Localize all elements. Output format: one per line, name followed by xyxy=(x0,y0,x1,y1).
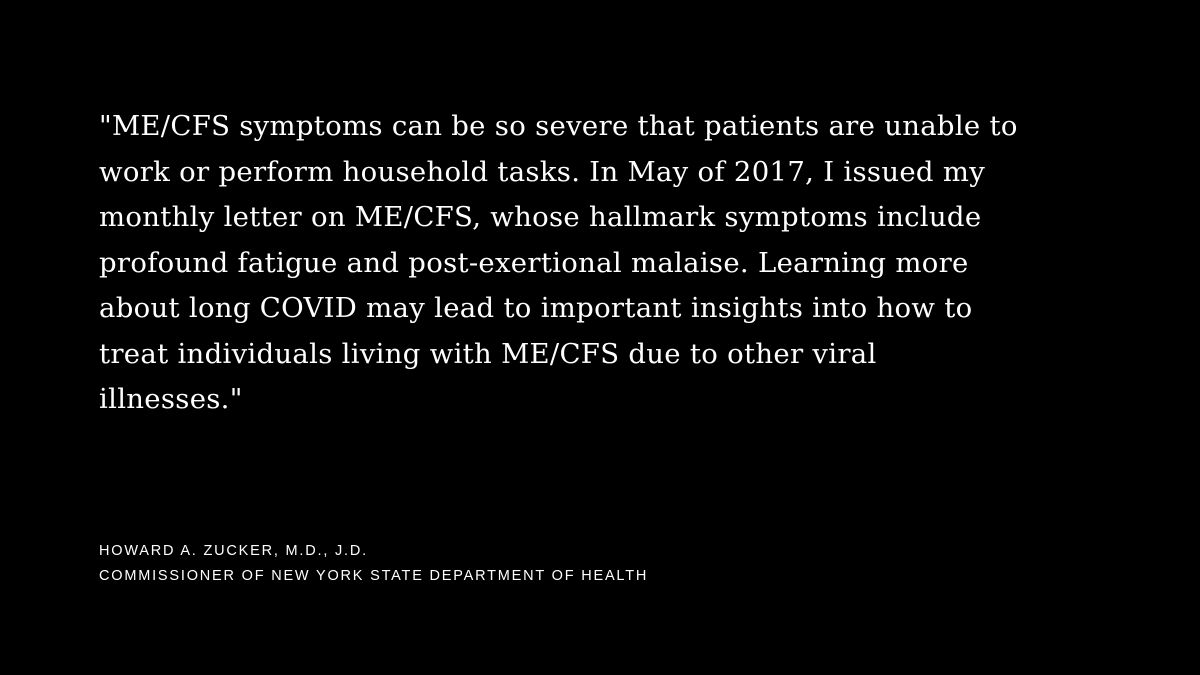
attribution-name: HOWARD A. ZUCKER, M.D., J.D. xyxy=(99,543,368,559)
quote-line: illnesses." xyxy=(99,383,243,415)
attribution-title: COMMISSIONER OF NEW YORK STATE DEPARTMENT OF HEALTH xyxy=(99,568,649,584)
quote-line: work or perform household tasks. In May of 2017, I issued my xyxy=(99,155,986,188)
quote-line: about long COVID may lead to important insights into how to xyxy=(99,292,973,324)
quote-line: profound fatigue and post-exertional malaise. Learning more xyxy=(99,246,969,279)
quote-line: "ME/CFS symptoms can be so severe that patients are unable to xyxy=(99,110,1018,142)
attribution xyxy=(99,539,648,589)
quote-text xyxy=(99,104,1109,423)
quote-line: treat individuals living with ME/CFS due to other viral xyxy=(99,337,877,370)
quote-line: monthly letter on ME/CFS, whose hallmark symptoms include xyxy=(99,201,982,233)
